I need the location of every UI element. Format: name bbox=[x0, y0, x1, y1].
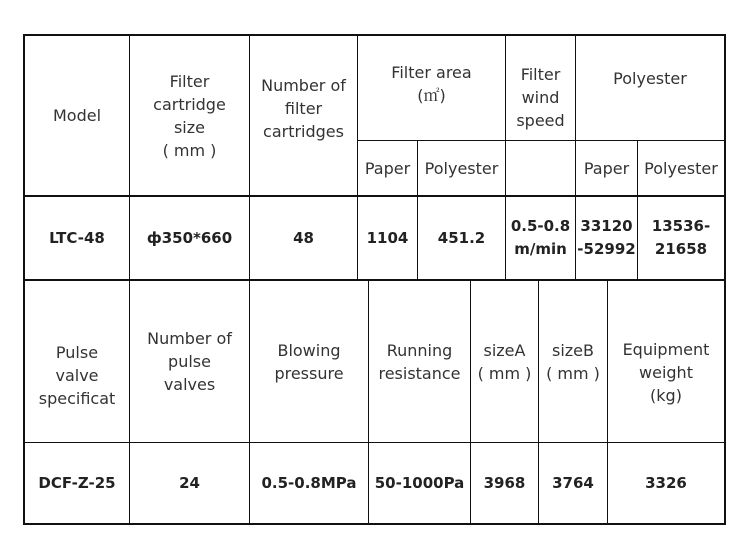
header-area-polyester-label: Polyester bbox=[424, 158, 499, 178]
header-poly-polyester bbox=[638, 141, 724, 195]
header-equipment-weight-label: Equipment weight (kg) bbox=[622, 340, 710, 405]
cell-equipment-weight-value: 3326 bbox=[645, 473, 687, 492]
header-filter-area-label: Filter area (㎡) bbox=[391, 63, 472, 105]
header-running-resistance bbox=[369, 281, 470, 442]
header-poly-polyester-label: Polyester bbox=[644, 158, 718, 178]
header-area-paper-label: Paper bbox=[364, 158, 411, 178]
cell-wind-speed bbox=[506, 197, 575, 279]
header-blowing-pressure-label: Blowing pressure bbox=[274, 340, 344, 383]
cell-running-resistance bbox=[369, 443, 470, 523]
cell-area-paper bbox=[358, 197, 417, 279]
cell-model bbox=[25, 197, 129, 279]
header-wind-speed-label: Filter wind speed bbox=[516, 65, 565, 130]
cell-blowing-pressure-value: 0.5-0.8MPa bbox=[261, 473, 357, 492]
header-area-paper bbox=[358, 141, 417, 195]
cell-pulse-valve-value: DCF-Z-25 bbox=[38, 473, 116, 492]
header-size-b bbox=[539, 281, 607, 442]
header-size-b-label: sizeB ( mm ) bbox=[546, 340, 600, 383]
cell-num-cartridges-value: 48 bbox=[293, 228, 314, 247]
cell-poly-polyester bbox=[638, 197, 724, 279]
header-size-a-label: sizeA ( mm ) bbox=[477, 340, 532, 383]
cell-area-paper-value: 1104 bbox=[366, 228, 409, 247]
header-size-a bbox=[471, 281, 538, 442]
header-polyester-group-label: Polyester bbox=[613, 68, 687, 88]
header-wind-speed bbox=[506, 36, 575, 195]
cell-size-b bbox=[539, 443, 607, 523]
header-cartridge-size-label: Filter cartridge size ( mm ) bbox=[153, 71, 226, 160]
cell-size-a bbox=[471, 443, 538, 523]
header-blowing-pressure bbox=[250, 281, 368, 442]
cell-blowing-pressure bbox=[250, 443, 368, 523]
header-area-polyester bbox=[418, 141, 505, 195]
cell-wind-speed-value: 0.5-0.8 m/min bbox=[510, 217, 571, 258]
header-filter-area bbox=[358, 36, 505, 140]
header-polyester-group bbox=[576, 36, 724, 140]
cell-equipment-weight bbox=[608, 443, 724, 523]
cell-area-polyester-value: 451.2 bbox=[437, 228, 486, 247]
cell-num-pulse-valves bbox=[130, 443, 249, 523]
cell-running-resistance-value: 50-1000Pa bbox=[374, 473, 465, 492]
cell-cartridge-size-value: ф350*660 bbox=[146, 228, 233, 247]
header-num-cartridges bbox=[250, 36, 357, 195]
cell-poly-paper-value: 33120 -52992 bbox=[577, 217, 636, 258]
header-num-pulse-valves-label: Number of pulse valves bbox=[147, 329, 232, 394]
header-model bbox=[25, 36, 129, 195]
table1-right-border bbox=[724, 34, 726, 281]
header-running-resistance-label: Running resistance bbox=[378, 340, 461, 383]
cell-num-pulse-valves-value: 24 bbox=[179, 473, 200, 492]
cell-size-b-value: 3764 bbox=[552, 473, 594, 492]
header-poly-paper-label: Paper bbox=[583, 158, 630, 178]
cell-pulse-valve bbox=[25, 443, 129, 523]
cell-num-cartridges bbox=[250, 197, 357, 279]
cell-area-polyester bbox=[418, 197, 505, 279]
header-pulse-valve-label: Pulse valve specificat bbox=[38, 343, 116, 408]
cell-poly-paper bbox=[576, 197, 637, 279]
header-pulse-valve bbox=[25, 281, 129, 442]
table2-right-border bbox=[724, 279, 726, 525]
cell-cartridge-size bbox=[130, 197, 249, 279]
header-num-pulse-valves bbox=[130, 281, 249, 442]
header-cartridge-size bbox=[130, 36, 249, 195]
cell-model-value: LTC-48 bbox=[49, 228, 105, 247]
cell-size-a-value: 3968 bbox=[483, 473, 526, 492]
header-equipment-weight bbox=[608, 281, 724, 442]
cell-poly-polyester-value: 13536- 21658 bbox=[651, 217, 711, 258]
header-poly-paper bbox=[576, 141, 637, 195]
header-num-cartridges-label: Number of filter cartridges bbox=[261, 76, 346, 141]
header-model-label: Model bbox=[52, 106, 102, 125]
